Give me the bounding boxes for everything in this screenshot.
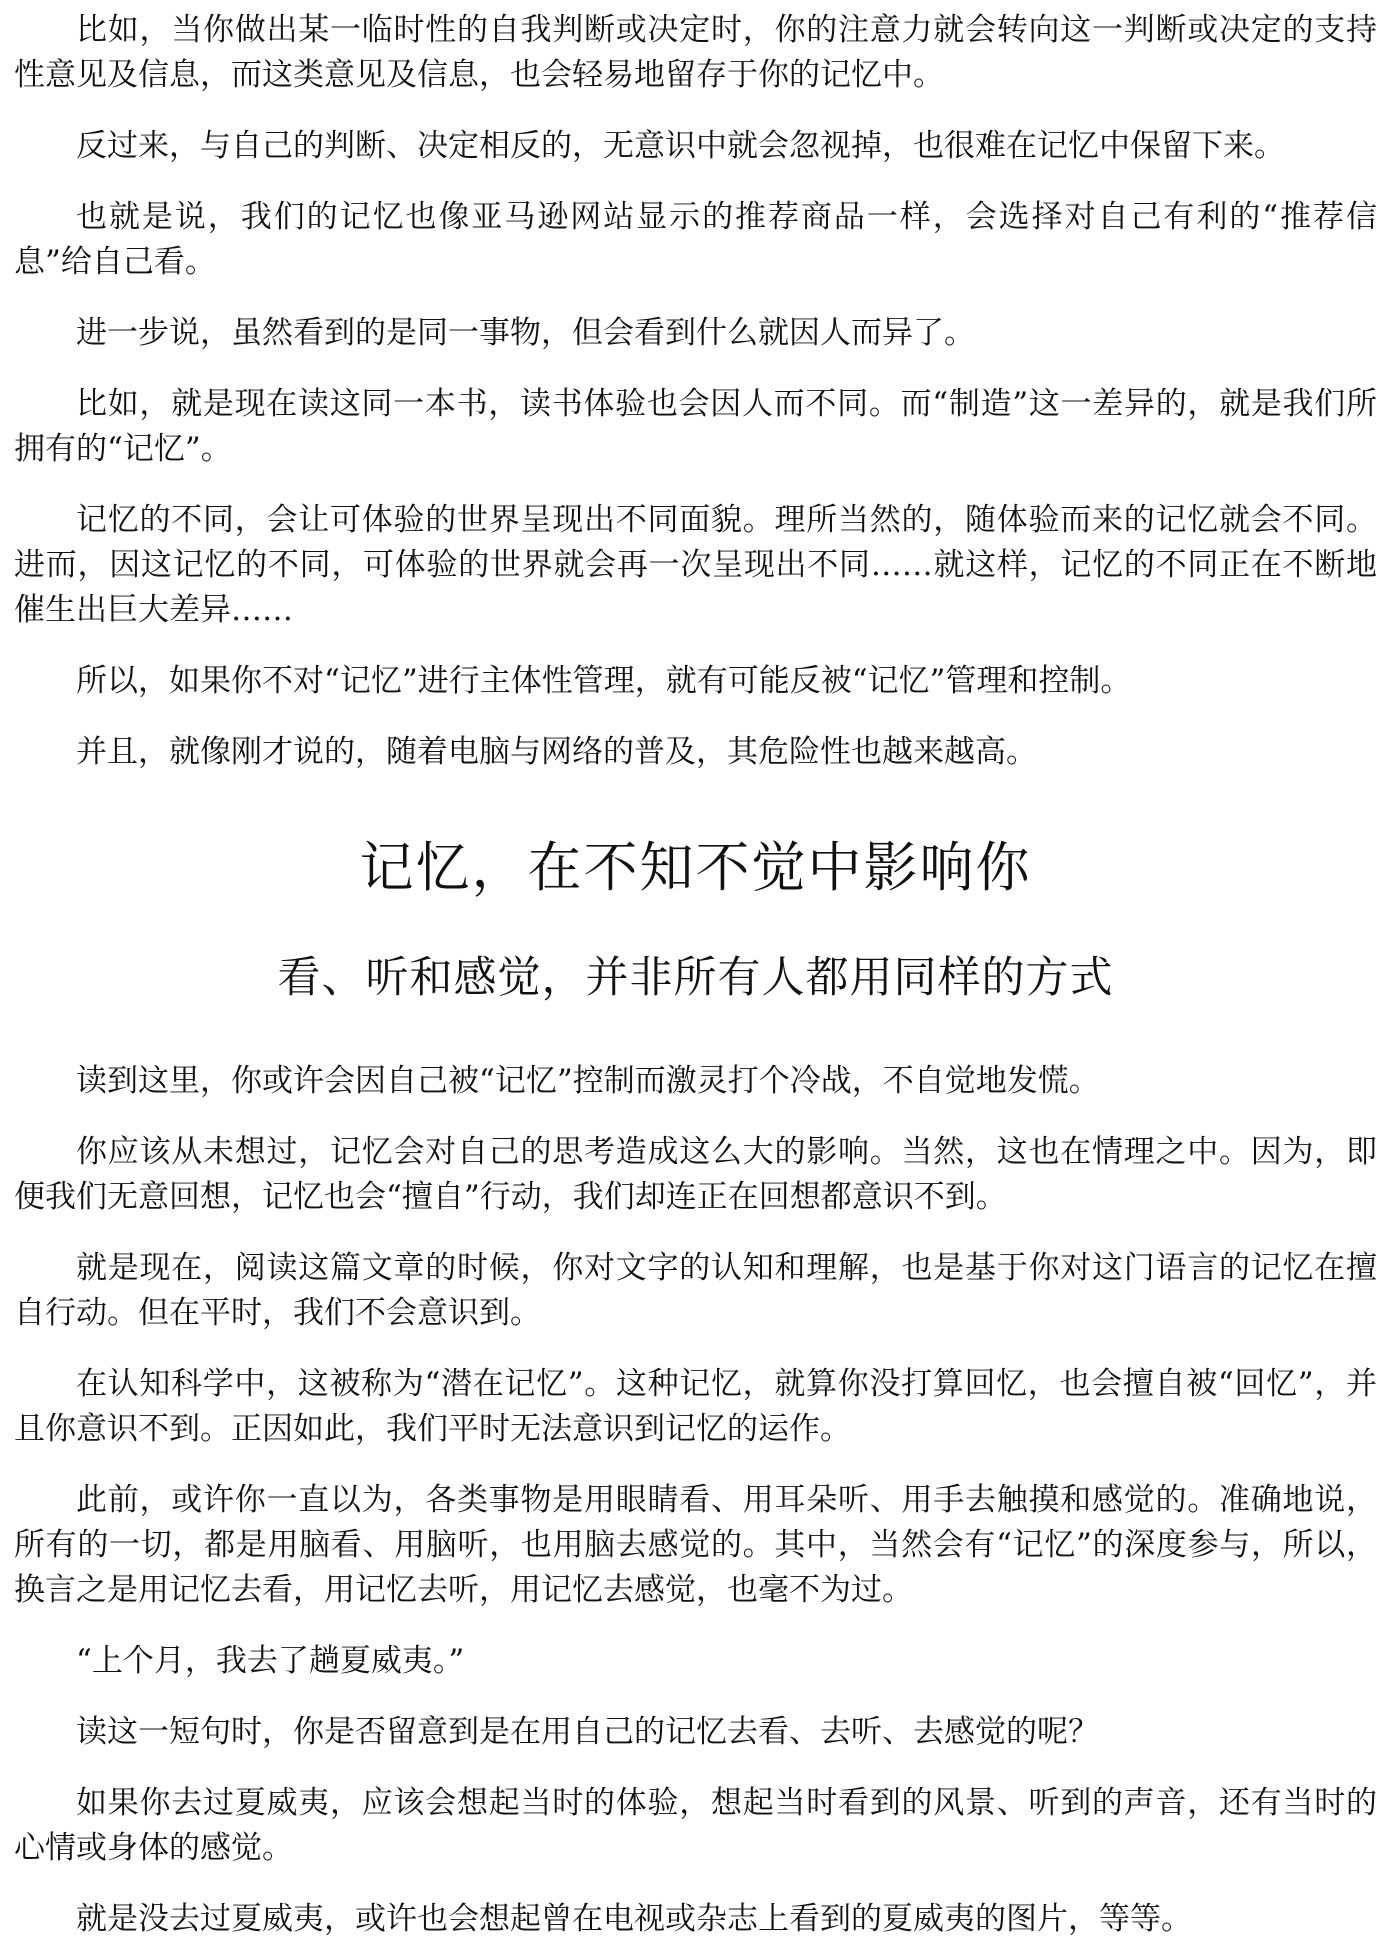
body-paragraph: 进一步说，虽然看到的是同一事物，但会看到什么就因人而异了。	[76, 315, 975, 351]
body-paragraph: 读到这里，你或许会因自己被“记忆”控制而激灵打个冷战，不自觉地发慌。	[76, 1063, 1100, 1099]
body-paragraph: 就是现在，阅读这篇文章的时候，你对文字的认知和理解，也是基于你对这门语言的记忆在擅自行动。但在平时，我们不会意识到。	[14, 1250, 1377, 1331]
body-paragraph: 此前，或许你一直以为，各类事物是用眼睛看、用耳朵听、用手去触摸和感觉的。准确地说，所有的一切，都是用脑看、用脑听，也用脑去感觉的。其中，当然会有“记忆”的深度参与，所以，换言之是用记忆去看，用记忆去听，用记忆去感觉，也毫不为过。	[14, 1482, 1377, 1608]
body-paragraph: 所以，如果你不对“记忆”进行主体性管理，就有可能反被“记忆”管理和控制。	[76, 663, 1132, 699]
body-paragraph: 你应该从未想过，记忆会对自己的思考造成这么大的影响。当然，这也在情理之中。因为，即便我们无意回想，记忆也会“擅自”行动，我们却连正在回想都意识不到。	[14, 1134, 1377, 1215]
body-paragraph: 记忆的不同，会让可体验的世界呈现出不同面貌。理所当然的，随体验而来的记忆就会不同。进而，因这记忆的不同，可体验的世界就会再一次呈现出不同……就这样，记忆的不同正在不断地催生出巨大差异……	[14, 502, 1377, 628]
body-paragraph: 反过来，与自己的判断、决定相反的，无意识中就会忽视掉，也很难在记忆中保留下来。	[76, 128, 1285, 164]
body-paragraph: 并且，就像刚才说的，随着电脑与网络的普及，其危险性也越来越高。	[76, 734, 1037, 770]
body-paragraph: 读这一短句时，你是否留意到是在用自己的记忆去看、去听、去感觉的呢？	[76, 1714, 1099, 1750]
section-title: 看、听和感觉，并非所有人都用同样的方式	[277, 953, 1114, 1003]
body-paragraph: 就是没去过夏威夷，或许也会想起曾在电视或杂志上看到的夏威夷的图片，等等。	[76, 1901, 1192, 1937]
body-paragraph: 如果你去过夏威夷，应该会想起当时的体验，想起当时看到的风景、听到的声音，还有当时的心情或身体的感觉。	[14, 1785, 1377, 1866]
body-paragraph: 也就是说，我们的记忆也像亚马逊网站显示的推荐商品一样，会选择对自己有利的“推荐信息”给自己看。	[14, 199, 1377, 280]
body-paragraph: 在认知科学中，这被称为“潜在记忆”。这种记忆，就算你没打算回忆，也会擅自被“回忆”，并且你意识不到。正因如此，我们平时无法意识到记忆的运作。	[14, 1366, 1377, 1447]
chapter-title: 记忆，在不知不觉中影响你	[359, 836, 1032, 899]
quote-paragraph: “上个月，我去了趟夏威夷。”	[76, 1643, 465, 1679]
body-paragraph: 比如，当你做出某一临时性的自我判断或决定时，你的注意力就会转向这一判断或决定的支持性意见及信息，而这类意见及信息，也会轻易地留存于你的记忆中。	[14, 12, 1377, 93]
body-paragraph: 比如，就是现在读这同一本书，读书体验也会因人而不同。而“制造”这一差异的，就是我们所拥有的“记忆”。	[14, 386, 1377, 467]
